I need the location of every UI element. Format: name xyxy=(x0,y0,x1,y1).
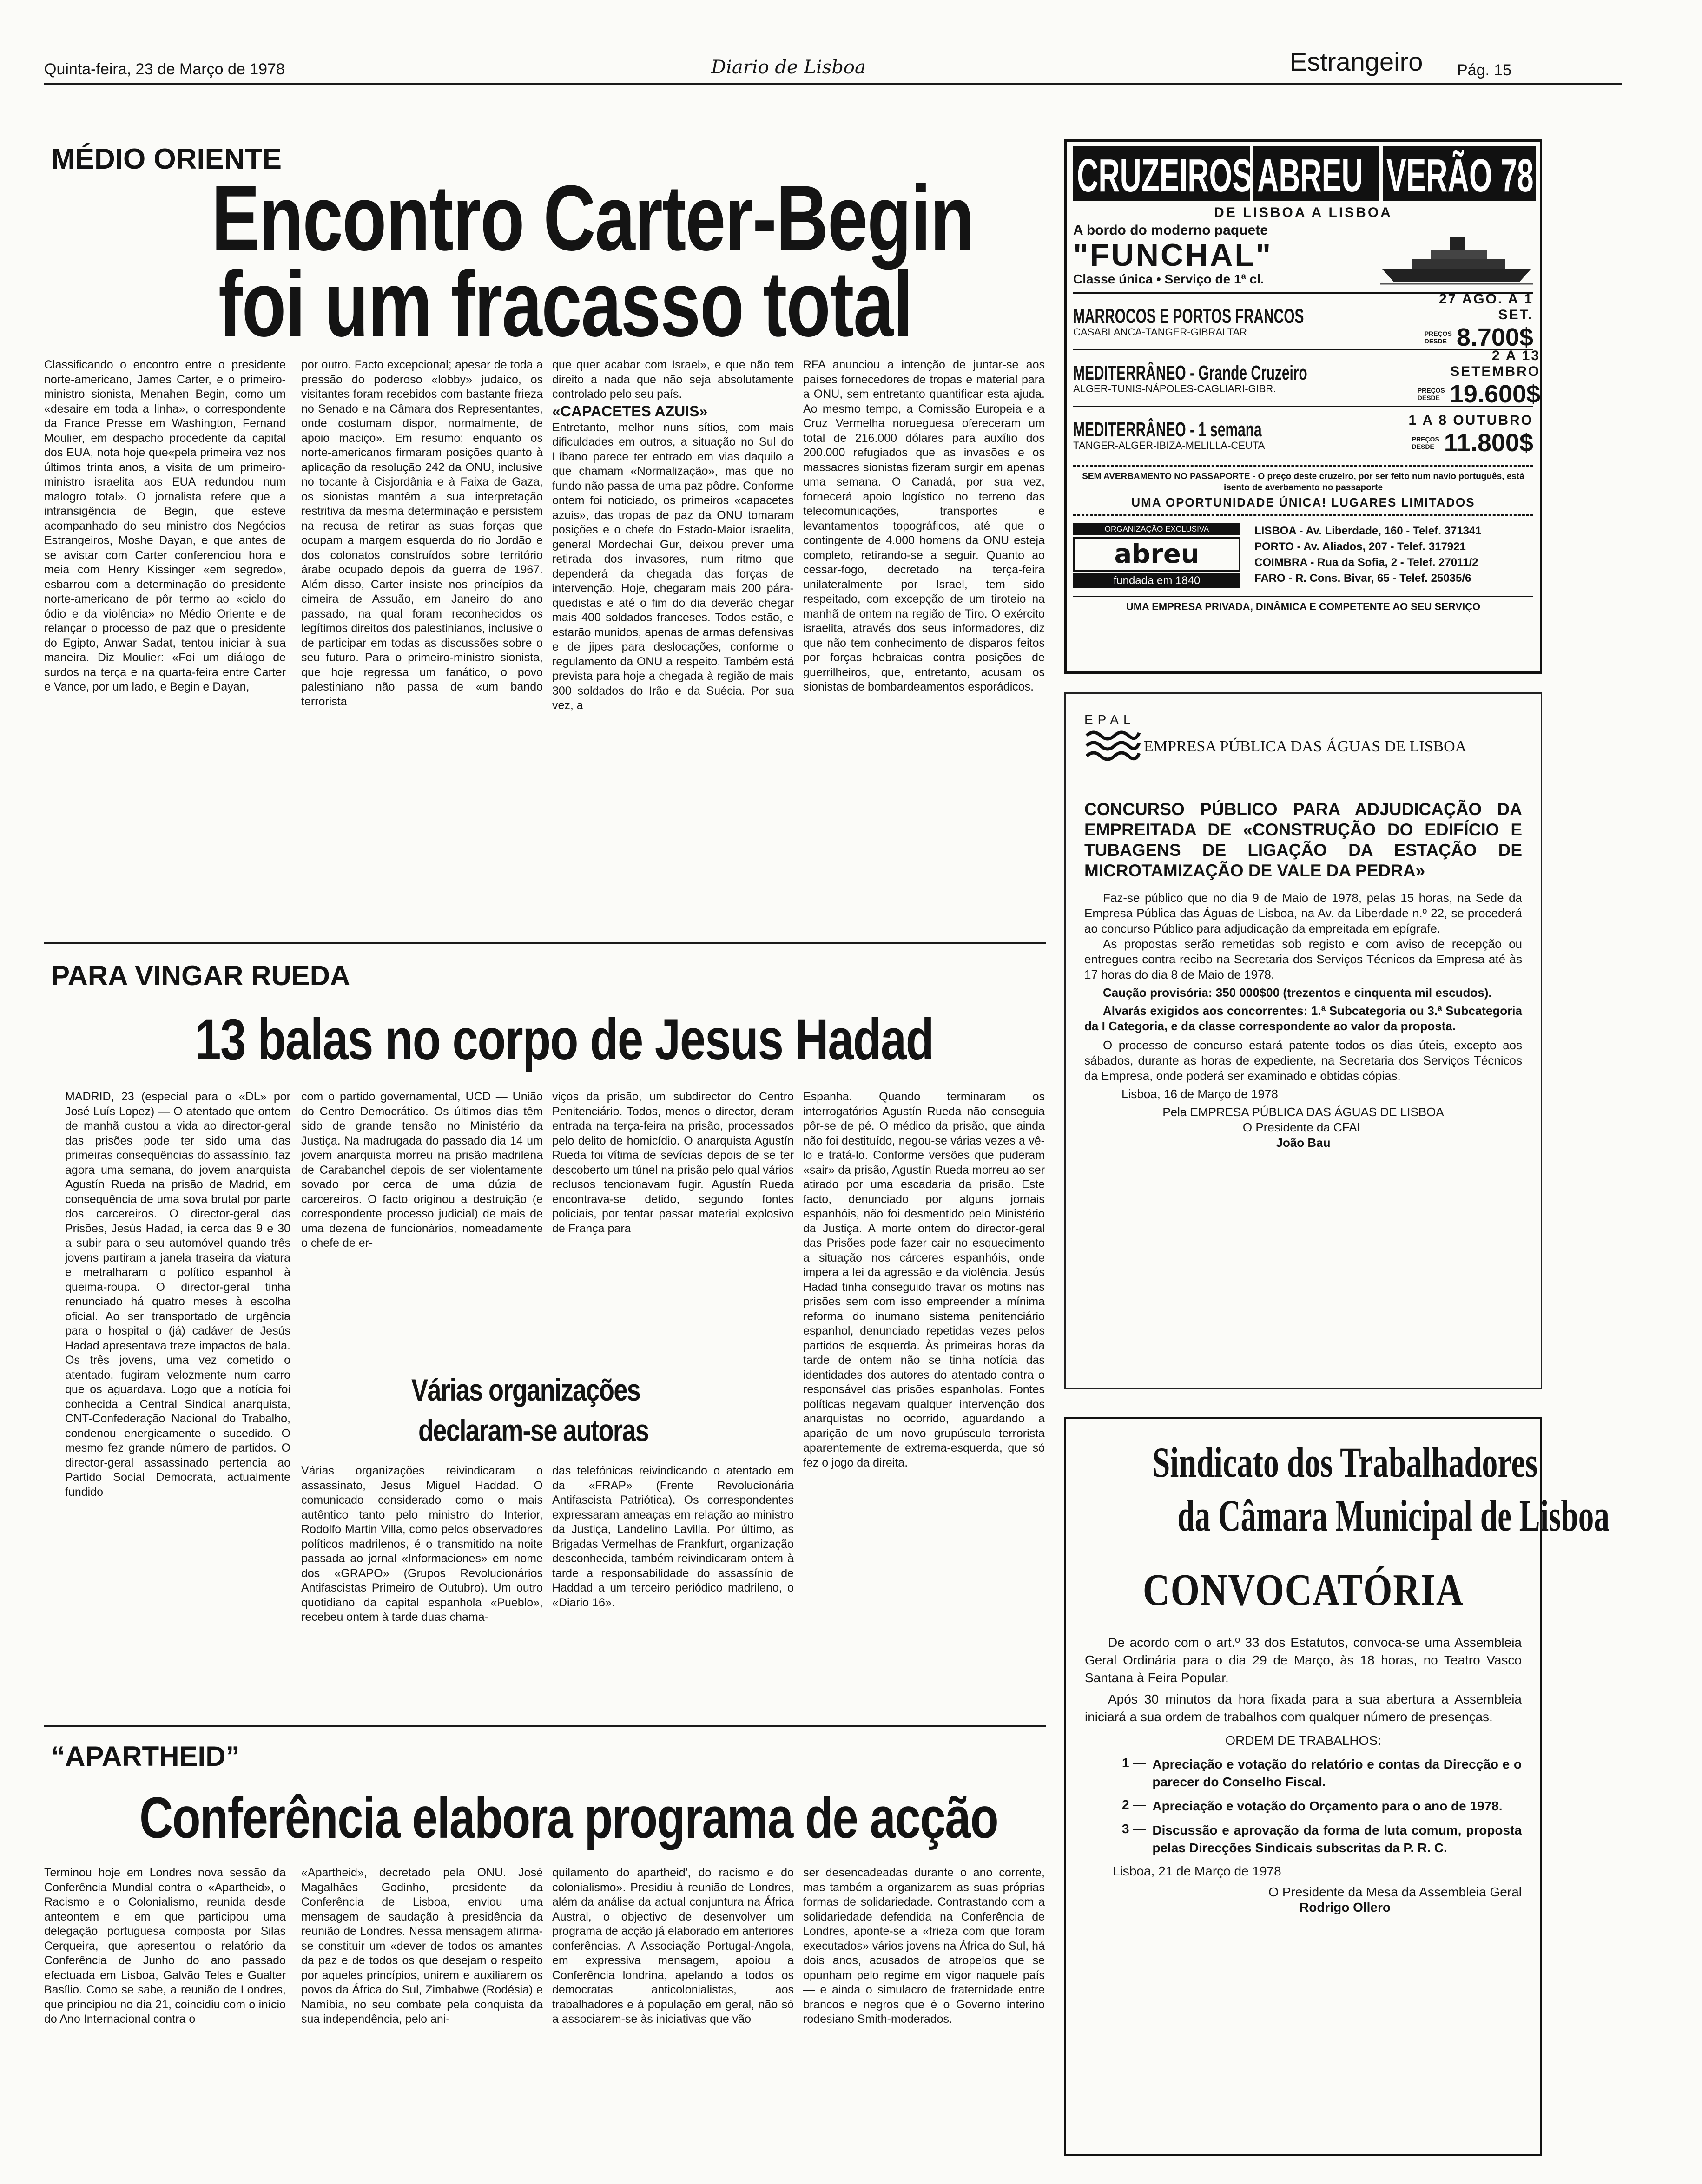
ad1-ship-name: "FUNCHAL" xyxy=(1073,237,1273,273)
sindicato-title-2: da Câmara Municipal de Lisboa xyxy=(1177,1491,1610,1540)
ad1-cruise-name: MEDITERRÂNEO - Grande Cruzeiro xyxy=(1073,361,1307,384)
ad1-cruise-dates: 27 AGO. A 1 SET. xyxy=(1438,291,1533,322)
ad1-cruise-row xyxy=(1073,406,1533,462)
a3-headline: Conferência elabora programa de acção xyxy=(139,1786,998,1850)
header-rule xyxy=(44,83,1622,85)
a1-bottom-rule xyxy=(44,942,1046,944)
ad1-cruise-name: MARROCOS E PORTOS FRANCOS xyxy=(1073,304,1304,328)
a2-headline: 13 balas no corpo de Jesus Hadad xyxy=(195,1007,934,1072)
ad1-footer xyxy=(1073,523,1533,588)
epal-p3: Caução provisória: 350 000$00 (trezentos e cinquenta mil escudos). xyxy=(1103,986,1492,1000)
ad1-price-label: PREÇOS xyxy=(1417,386,1445,394)
agenda-item xyxy=(1085,1756,1522,1791)
sindicato-p1: De acordo com o art.º 33 dos Estatutos, convoca-se uma Assembleia Geral Ordinária para o dia 29 de Março, às 18 horas, no Teatro Vasco Santana à Feira Popular. xyxy=(1085,1635,1522,1685)
ad1-office: FARO - R. Cons. Bivar, 65 - Telef. 25035/6 xyxy=(1254,572,1471,585)
ad1-office: PORTO - Av. Aliados, 207 - Telef. 317921 xyxy=(1254,540,1466,553)
ad1-cruise-dates: 1 A 8 OUTUBRO xyxy=(1408,412,1533,428)
a3-col-2: «Apartheid», decretado pela ONU. José Magalhães Godinho, presidente da Conferência de Lisboa, enviou uma mensagem de saudação à presidência da reunião de Londres. Nessa mensagem afirma-se constituir um «dever de todos os amantes da paz e de todos os que desejam o respeito por aqueles princípios, unirem e auxiliarem os povos da África do Sul, Zimbabwe (Rodésia) e Namíbia, no seu combate pela conquista da sua independência, pelo ani- xyxy=(301,1866,543,2026)
agenda-text: Apreciação e votação do relatório e contas da Direcção e o parecer do Conselho Fiscal. xyxy=(1152,1757,1522,1789)
a2-kicker: PARA VINGAR RUEDA xyxy=(51,960,350,991)
a1-col-4: RFA anunciou a intenção de juntar-se aos países fornecedores de tropas e material para a ONU, sem entretanto quantificar esta ajuda. Ao mesmo tempo, a Comissão Europeia e a Cruz Vermelha norueguesa ofereceram um total de 216.000 dólares para auxílio dos 200.000 refugiados que as invasões e os massacres sionistas fizeram surgir em apenas uma semana. O Canadá, por sua vez, fornecerá apoio logístico no terreno das telecomunicações, transportes e levantamentos topográficos, até que o contingente de 4.000 homens da ONU esteja completo, retirando-se a seguir. Quanto ao cessar-fogo, decretado na terça-feira unilateralmente por Israel, tem sido respeitado, com excepção de um tiroteio na manhã de ontem na região de Tiro. O exército israelita, através dos seus informadores, diz que não tem conhecimento de disparos feitos por forças hebraicas contra posições de guerrilheiros, que, entretanto, acusam os sionistas de bombardeamentos esporádicos. xyxy=(803,358,1045,693)
a2-col-1: MADRID, 23 (especial para o «DL» por José Luís Lopez) — O atentado que ontem de manhã custou a vida ao director-geral das prisões pode ter sido uma das primeiras consequências do assassínio, faz agora uma semana, do jovem anarquista Agustín Rueda na prisão de Madrid, em consequência de uma sova brutal por parte dos carcereiros. O director-geral das Prisões, Jesús Hadad, ia cerca das 9 e 30 a subir para o seu automóvel quando três jovens partiram a janela traseira da viatura e metralharam o político espanhol à queima-roupa. O director-geral tinha renunciado há quatro meses à escolha oficial. Ao ser transportado de urgência para o hospital o (já) cadáver de Jesús Hadad apresentava treze impactos de bala. Os três jovens, uma vez cometido o atentado, fugiram velozmente num carro que os aguardava. Logo que a notícia foi conhecida a Central Sindical anarquista, CNT-Confederação Nacional do Trabalho, condenou energicamente o sucedido. O mesmo fez grande número de partidos. O director-geral assassinado pertencia ao Partido Social Democrata, actualmente fundido xyxy=(65,1090,290,1499)
a1-col-3 xyxy=(552,358,794,929)
a1-kicker: MÉDIO ORIENTE xyxy=(51,143,282,175)
a3-col-1: Terminou hoje em Londres nova sessão da Conferência Mundial contra o «Apartheid», o Racismo e o Colonialismo, reunida desde anteontem e em que participou uma delegação portuguesa composta por Silas Cerqueira, que apresentou o relatório da Conferência de Junho do ano passado efectuada em Lisboa, Galvão Teles e Gualter Basílio. Como se sabe, a reunião de Londres, que principiou no dia 21, coincidiu com o início do Ano Internacional contra o xyxy=(44,1866,286,2026)
ad1-price-label: PREÇOS xyxy=(1424,329,1452,337)
a2-col-2: com o partido governamental, UCD — União do Centro Democrático. Os últimos dias têm sido de grande tensão no Ministério da Justiça. Na madrugada do passado dia 14 um jovem anarquista morreu na prisão madrilena de Carabanchel depois de ser violentamente sovado por cerca de uma dúzia de carcereiros. O facto originou a destruição (e correspondente processo judicial) de mais de uma dezena de funcionários, nomeadamente o chefe de er- xyxy=(301,1090,543,1250)
a2-subhead-2: declaram-se autoras xyxy=(418,1413,649,1447)
ad1-brand-2: ABREU xyxy=(1253,146,1379,201)
ad1-route: DE LISBOA A LISBOA xyxy=(1214,205,1392,220)
a1-headline-2: foi um fracasso total xyxy=(218,252,912,356)
ad1-notice xyxy=(1073,465,1533,516)
epal-title: CONCURSO PÚBLICO PARA ADJUDICAÇÃO DA EMPREITADA DE «CONSTRUÇÃO DO EDIFÍCIO E TUBAGENS DE LIGAÇÃO DA ESTAÇÃO DE MICROTAMIZAÇÃO DE VALE DA PEDRA» xyxy=(1084,800,1522,880)
ad1-note-1: SEM AVERBAMENTO NO PASSAPORTE - O preço deste cruzeiro, por ser feito num navio português, está isento de averbamento no passaporte xyxy=(1082,472,1524,493)
ad-epal xyxy=(1064,692,1542,1389)
sindicato-sign-1: O Presidente da Mesa da Assembleia Geral xyxy=(1268,1885,1522,1899)
agenda-number: 1 — xyxy=(1122,1756,1146,1770)
sindicato-title-1: Sindicato dos Trabalhadores xyxy=(1152,1439,1538,1486)
ad-cruzeiros xyxy=(1064,139,1542,674)
abreu-logo: abreu xyxy=(1114,539,1200,569)
a3-col-4: ser desencadeadas durante o ano corrente, mas também a organizarem as suas próprias formas de solidariedade. Contrastando com a solidariedade defendida na Conferência de Londres, aponte-se a «frieza com que foram executados» vários jovens na África do Sul, há dois anos, acusados de atropelos que se opunham pelo regime em vigor naquele país — e ainda o simulacro de fraternidade entre brancos e negros que é o Governo interino rodesiano Smith-moderados. xyxy=(803,1866,1045,2026)
ad1-banner xyxy=(1073,146,1533,201)
ad1-cruise-row xyxy=(1073,292,1533,349)
ad1-offices xyxy=(1254,523,1482,588)
ship-icon xyxy=(1380,223,1533,288)
sindicato-sign-2: Rodrigo Ollero xyxy=(1300,1900,1391,1914)
a1-subhead: «CAPACETES AZUIS» xyxy=(552,402,708,420)
a2-col-6: das telefónicas reivindicando o atentado em da «FRAP» (Frente Revolucionária Antifascista Patriótica). Os correspondentes expressaram ameaças em relação ao ministro da Justiça, Landelino Lavilla. Por último, as Brigadas Vermelhas de Frankfurt, organização desconhecida, também reivindicaram ontem à tarde a responsabilidade do assassínio de Haddad a um terceiro periódico madrileno, o «Diario 16». xyxy=(552,1464,794,1609)
a2-col-3: viços da prisão, um subdirector do Centro Penitenciário. Todos, menos o director, deram entrada na terça-feira na prisão, processados pelo delito de homicídio. O anarquista Agustín Rueda foi vítima de sevícias depois de se ter descoberto um túnel na prisão pelo qual vários reclusos tencionavam fugir. Agustín Rueda encontrava-se detido, segundo fontes policiais, por tentar passar material explosivo de França para xyxy=(552,1090,794,1235)
epal-p5: O processo de concurso estará patente todos os dias úteis, excepto aos sábados, durante as horas de expediente, na Secretaria dos Serviços Técnicos da Empresa, onde poderá ser examinado e obtidas cópias. xyxy=(1084,1038,1522,1083)
a1-col-3-text-b: Entretanto, melhor nuns sítios, com mais dificuldades em outros, a situação no Sul do Líbano parece ter entrado em vias daquilo a que chamam «Normalização», mas que no fundo não passa de uma paz pôdre. Conforme ontem foi noticiado, os primeiros «capacetes azuis», das tropas de paz da ONU tomaram posições e o chefe do Estado-Maior israelita, general Mordechai Gur, deixou prever uma retirada dos invasores, num ritmo que dependerá da chegada das forças de intervenção. Hoje, chegaram mais 200 pára-quedistas e até o fim do dia deverão chegar mais 400 soldados franceses. Todos estão, e estarão munidos, apenas de armas defensivas e de jipes para deslocações, conforme o regulamento da ONU a respeito. Também está prevista para hoje a chegada à região de mais 300 soldados do Irão e da Suécia. Por sua vez, a xyxy=(552,421,794,712)
a1-headline-1: Encontro Carter-Begin xyxy=(211,166,974,270)
ad1-note-2: UMA OPORTUNIDADE ÚNICA! LUGARES LIMITADOS xyxy=(1131,495,1475,509)
header-date: Quinta-feira, 23 de Março de 1978 xyxy=(44,60,285,78)
ad1-logo-block xyxy=(1073,523,1240,588)
epal-sign-3: João Bau xyxy=(1276,1136,1331,1150)
ad1-office: COIMBRA - Rua da Sofia, 2 - Telef. 27011/2 xyxy=(1254,556,1478,569)
epal-sign-2: O Presidente da CFAL xyxy=(1242,1120,1364,1134)
ad1-class: Classe única • Serviço de 1ª cl. xyxy=(1073,272,1264,286)
agenda-number: 3 — xyxy=(1122,1822,1146,1836)
a1-col-1: Classificando o encontro entre o presidente norte-americano, James Carter, e o primeiro-ministro sionista, Menahen Begin, como um «desaire em toda a linha», o correspondente da France Presse em Washington, Fernand Moulier, em despacho procedente da capital dos EUA, nota hoje que«pela primeira vez nos últimos trinta anos, a visita de um primeiro-ministro israelita aos EUA redundou num malogro total». O jornalista refere que a intransigência de Begin, que esteve acompanhado do seu ministro dos Negócios Estrangeiros, Moshe Dayan, e que antes de se avistar com Carter conferenciou hora e meia com Henry Kissinger «em segredo», esbarrou com a determinação do presidente norte-americano de pôr termo ao «ciclo do ódio e da violência» no Médio Oriente e de relançar o processo de paz que o presidente do Egipto, Anwar Sadat, tentou iniciar à sua maneira. Diz Moulier: «Foi um diálogo de surdos na terça e na quarta-feira entre Carter e Vance, por um lado, e Begin e Dayan, xyxy=(44,358,286,693)
ad1-cruise-stops: ALGER-TUNIS-NÁPOLES-CAGLIARI-GIBR. xyxy=(1073,382,1276,395)
ad1-price-label: PREÇOS xyxy=(1412,435,1439,443)
ad1-cruise-price: 19.600$ xyxy=(1449,380,1541,408)
ad1-ship-text xyxy=(1073,223,1273,287)
header-masthead: Diario de Lisboa xyxy=(711,57,866,78)
sindicato-title-3: CONVOCATÓRIA xyxy=(1142,1565,1464,1615)
a2-subhead-1: Várias organizações xyxy=(411,1373,640,1407)
ad1-cruise-stops: CASABLANCA-TANGER-GIBRALTAR xyxy=(1073,326,1247,338)
epal-p4: Alvarás exigidos aos concorrentes: 1.ª Subcategoria ou 3.ª Subcategoria da I Categoria, e da classe correspondente ao valor da proposta. xyxy=(1084,1004,1522,1033)
a1-col-3-text-a: que quer acabar com Israel», e que não tem direito a nada que não seja absolutamente controlado pelo seu país. xyxy=(552,358,794,401)
ad1-org-label: ORGANIZAÇÃO EXCLUSIVA xyxy=(1073,523,1240,535)
agenda-text: Apreciação e votação do Orçamento para o ano de 1978. xyxy=(1152,1799,1503,1813)
a1-col-2: por outro. Facto excepcional; apesar de toda a pressão do poderoso «lobby» judaico, os visitantes foram recebidos com bastante frieza no Senado e na Câmara dos Representantes, onde costumam dispor, normalmente, de apoio maciço». Em resumo: enquanto os norte-americanos firmaram posições quanto à aplicação da resolução 242 da ONU, inclusive no tocante à Cisjordânia e à Faixa de Gaza, os sionistas mantêm a sua interpretação restritiva da mesma determinação e persistem na recusa de retirar as suas forças que ocupam a margem esquerda do rio Jordão e dos colonatos construídos sobre território árabe ocupado depois da guerra de 1967. Além disso, Carter insiste nos princípios da cimeira de Assuão, em Janeiro do ano passado, na qual foram reconhecidos os legítimos direitos dos palestinianos, inclusive o de participar em todas as discussões sobre o seu futuro. Para o primeiro-ministro sionista, que hoje regressa um fanático, o povo palestiniano não passa de «um bando terrorista xyxy=(301,358,543,708)
ad1-price-label: DESDE xyxy=(1417,394,1440,401)
header-section: Estrangeiro xyxy=(1290,47,1423,76)
epal-sign-1: Pela EMPRESA PÚBLICA DAS ÁGUAS DE LISBOA xyxy=(1162,1105,1444,1119)
ad1-cruise-row xyxy=(1073,348,1541,408)
a2-bottom-rule xyxy=(44,1725,1046,1727)
sindicato-agenda-title: ORDEM DE TRABALHOS: xyxy=(1225,1733,1381,1748)
epal-org-name: EMPRESA PÚBLICA DAS ÁGUAS DE LISBOA xyxy=(1144,737,1467,755)
ad1-cruise-dates: 2 A 13 SETEMBRO xyxy=(1450,348,1541,379)
ad1-logo-box xyxy=(1073,537,1240,572)
ad1-aboard: A bordo do moderno paquete xyxy=(1073,223,1268,238)
ad1-cruise-stops: TANGER-ALGER-IBIZA-MELILLA-CEUTA xyxy=(1073,439,1265,451)
ad1-cruise-price: 11.800$ xyxy=(1444,428,1533,457)
a2-col-5: Várias organizações reivindicaram o assassinato, Jesus Miguel Haddad. O comunicado considerado como o mais autêntico tanto pelo ministro do Interior, Rodolfo Martin Villa, como pelos observadores políticos madrilenos, é o transmitido na noite passada ao jornal «Informaciones» em nome dos «GRAPO» (Grupos Revolucionários Antifascistas Primeiro de Outubro). Um outro quotidiano da capital espanhola «Pueblo», recebeu ontem à tarde duas chama- xyxy=(301,1464,543,1624)
epal-p2: As propostas serão remetidas sob registo e com aviso de recepção ou entregues contra recibo na Secretaria dos Serviços Técnicos da Empresa até às 17 horas do dia 8 de Maio de 1978. xyxy=(1084,937,1522,981)
ad1-cruise-price: 8.700$ xyxy=(1456,323,1533,351)
a3-kicker: “APARTHEID” xyxy=(51,1741,240,1772)
agenda-item xyxy=(1085,1822,1522,1857)
ad1-price-label: DESDE xyxy=(1424,337,1447,345)
agenda-number: 2 — xyxy=(1122,1797,1146,1812)
epal-date: Lisboa, 16 de Março de 1978 xyxy=(1121,1087,1278,1101)
sindicato-date: Lisboa, 21 de Março de 1978 xyxy=(1113,1864,1281,1878)
ad1-cruise-list xyxy=(1073,291,1541,462)
ad1-cruise-name: MEDITERRÂNEO - 1 semana xyxy=(1073,418,1262,441)
ad1-brand-1: CRUZEIROS xyxy=(1073,146,1250,201)
ad1-office: LISBOA - Av. Liberdade, 160 - Telef. 371341 xyxy=(1254,525,1482,537)
ad1-tagline: UMA EMPRESA PRIVADA, DINÂMICA E COMPETENTE AO SEU SERVIÇO xyxy=(1073,596,1533,613)
ad-sindicato xyxy=(1064,1417,1610,2156)
a3-col-3: quilamento do apartheid', do racismo e do colonialismo». Presidiu à reunião de Londres, além da análise da actual conjuntura na África Austral, o objectivo de desenvolver um programa de acção já elaborado em anteriores conferências. A Associação Portugal-Angola, em expressiva mensagem, apoiou a Conferência londrina, apelando a todos os democratas anticolonialistas, aos trabalhadores e à população em geral, não só a associarem-se às iniciativas que vão xyxy=(552,1866,794,2026)
a2-col-4: Espanha. Quando terminaram os interrogatórios Agustín Rueda não conseguia pôr-se de pé. O médico da prisão, que ainda não foi destituído, negou-se várias vezes a vê-lo e tratá-lo. Conforme versões que puderam «sair» da prisão, Agustín Rueda morreu ao ser atirado por uma escadaria da prisão. Este facto, denunciado por alguns jornais espanhóis, não foi desmentido pelo Ministério da Justiça. A morte ontem do director-geral das Prisões pode fazer cair no esquecimento a situação nos cárceres espanhóis, onde impera a lei da agressão e da violência. Jesús Hadad tinha conseguido travar os motins nas prisões sem com isso empreender a mínima reforma do inumano sistema penitenciário espanhol, denunciado repetidas vezes pelos partidos de esquerda. Às primeiras horas da tarde de ontem não se tinha notícia das identidades dos autores do atentado contra o responsável das prisões espanholas. Fontes políticas negavam qualquer intervenção dos anarquistas no ocorrido, aguardando a aparição de um novo grupúsculo terrorista aparentemente de extrema-esquerda, que só fez o jogo da direita. xyxy=(803,1090,1045,1469)
agenda-text: Discussão e aprovação da forma de luta comum, proposta pelas Direcções Sindicais subscritas da P. R. C. xyxy=(1152,1823,1522,1855)
epal-p1: Faz-se público que no dia 9 de Maio de 1978, pelas 15 horas, na Sede da Empresa Pública das Águas de Lisboa, na Av. da Liberdade n.º 22, se procederá ao concurso Público para adjudicação da empreitada em epígrafe. xyxy=(1084,891,1522,935)
ad1-brand-3: VERÃO 78 xyxy=(1383,146,1536,201)
header-page: Pág. 15 xyxy=(1457,61,1512,79)
water-waves-icon xyxy=(1084,727,1140,764)
agenda-item xyxy=(1085,1797,1522,1815)
sindicato-p2: Após 30 minutos da hora fixada para a sua abertura a Assembleia iniciará a sua ordem de trabalhos com qualquer número de presenças. xyxy=(1085,1692,1522,1724)
epal-header xyxy=(1084,712,1522,767)
sindicato-agenda xyxy=(1085,1756,1522,1857)
epal-logo-text: EPAL xyxy=(1084,712,1135,727)
ad1-founded: fundada em 1840 xyxy=(1073,573,1240,588)
ad1-price-label: DESDE xyxy=(1412,442,1434,450)
ad1-ship-row xyxy=(1073,223,1533,292)
